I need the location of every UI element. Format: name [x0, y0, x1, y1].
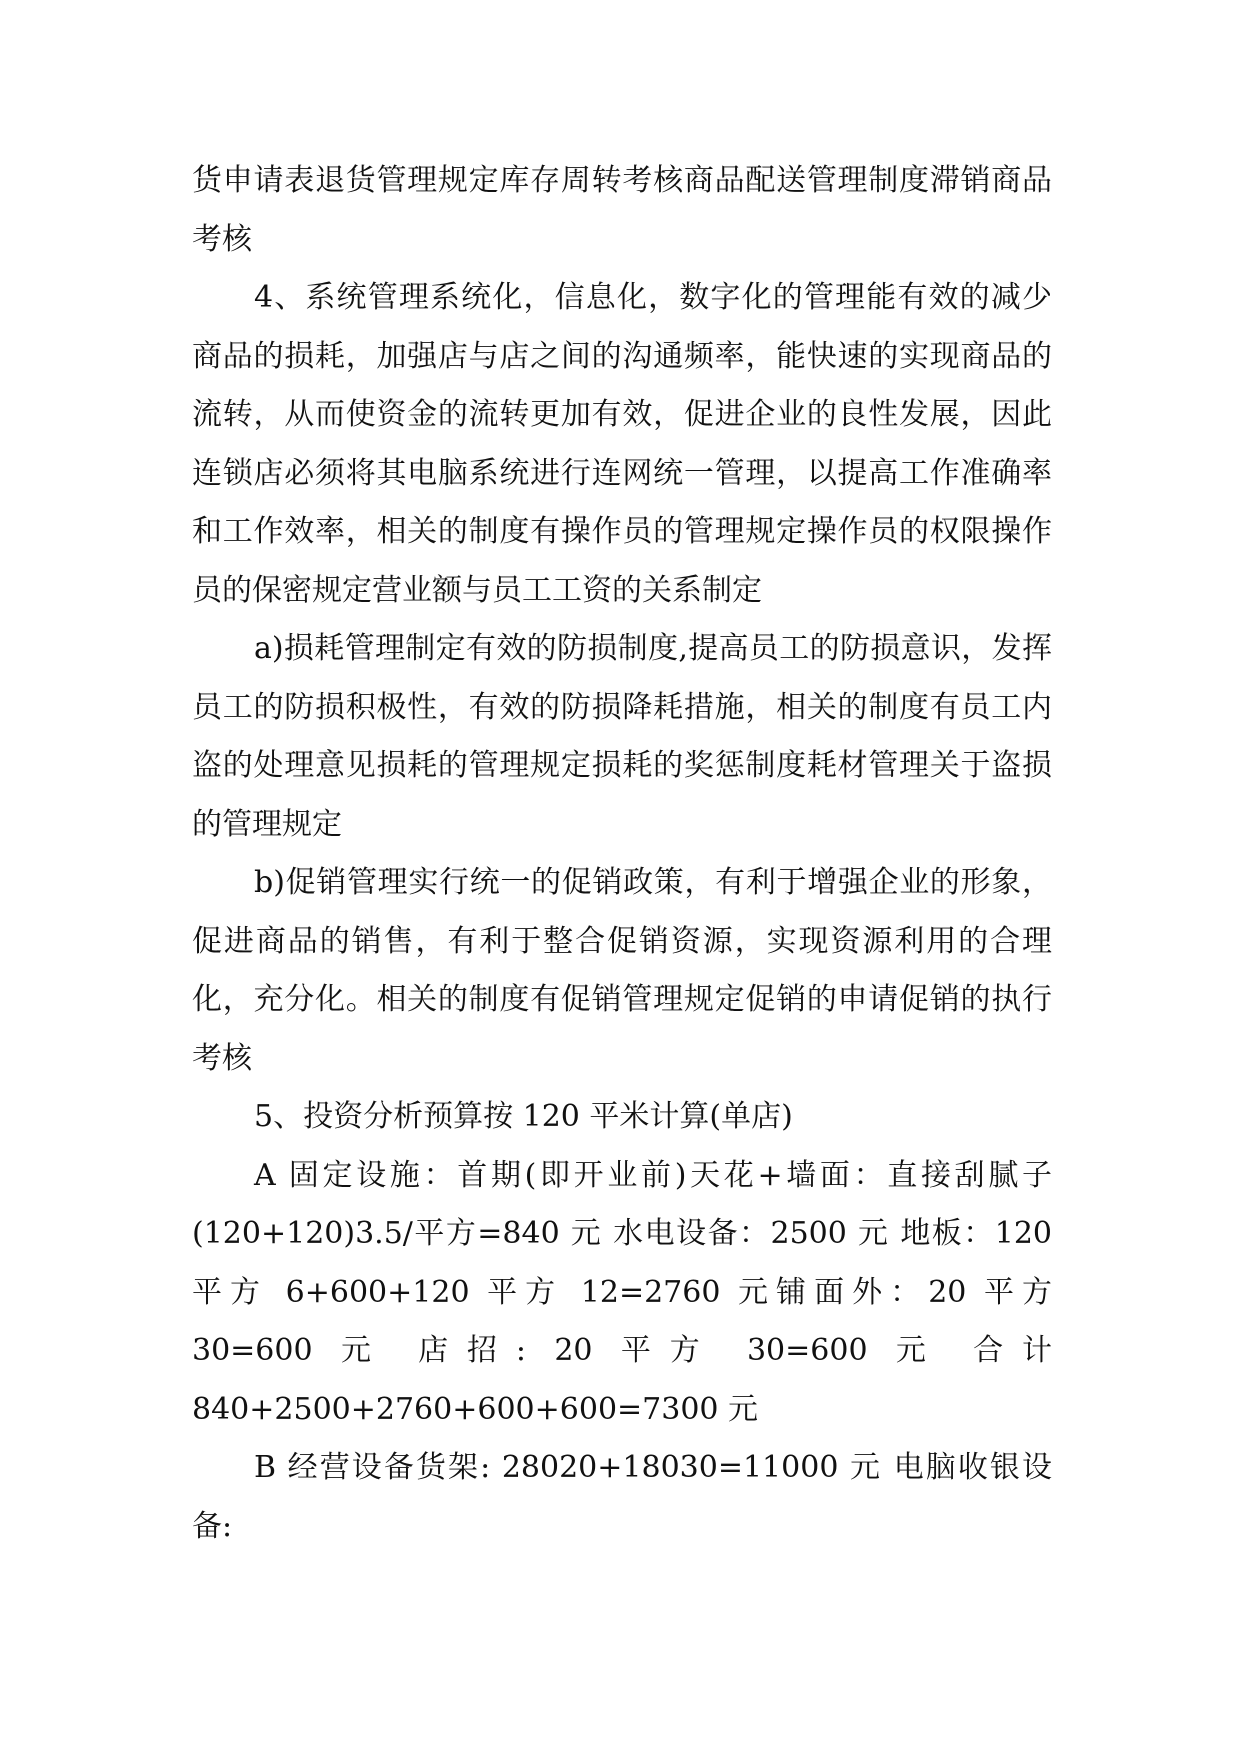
paragraph-loss-management: a)损耗管理制定有效的防损制度,提高员工的防损意识，发挥员工的防损积极性，有效的防损降耗措施，相关的制度有员工内盗的处理意见损耗的管理规定损耗的奖惩制度耗材管理关于盗损的管理规定: [192, 631, 1052, 842]
paragraph-system-management: 4、系统管理系统化，信息化，数字化的管理能有效的减少商品的损耗，加强店与店之间的沟通频率，能快速的实现商品的流转，从而使资金的流转更加有效，促进企业的良性发展，因此连锁店必须将其电脑系统进行连网统一管理，以提高工作准确率和工作效率，相关的制度有操作员的管理规定操作员的权限操作员的保密规定营业额与员工工资的关系制定: [192, 280, 1052, 608]
paragraph-investment-heading: 5、投资分析预算按 120 平米计算(单店): [254, 1099, 793, 1134]
paragraph-operating-equipment: B 经营设备货架: 28020+18030=11000 元 电脑收银设备:: [192, 1450, 1052, 1544]
document-body: [192, 152, 1052, 1556]
paragraph-fixed-facilities: A 固定设施：首期(即开业前)天花+墙面：直接刮腻子(120+120)3.5/平方=840 元 水电设备：2500 元 地板：120 平方 6+600+120 平方 12=2760 元铺面外：20 平方 30=600 元 店招: 20 平方 30=600 元 合计 840+2500+2760+600+600=7300 元: [192, 1157, 1052, 1427]
paragraph-continuation: 货申请表退货管理规定库存周转考核商品配送管理制度滞销商品考核: [192, 163, 1052, 257]
paragraph-promotion-management: b)促销管理实行统一的促销政策，有利于增强企业的形象，促进商品的销售，有利于整合促销资源，实现资源利用的合理化，充分化。相关的制度有促销管理规定促销的申请促销的执行考核: [192, 865, 1052, 1076]
